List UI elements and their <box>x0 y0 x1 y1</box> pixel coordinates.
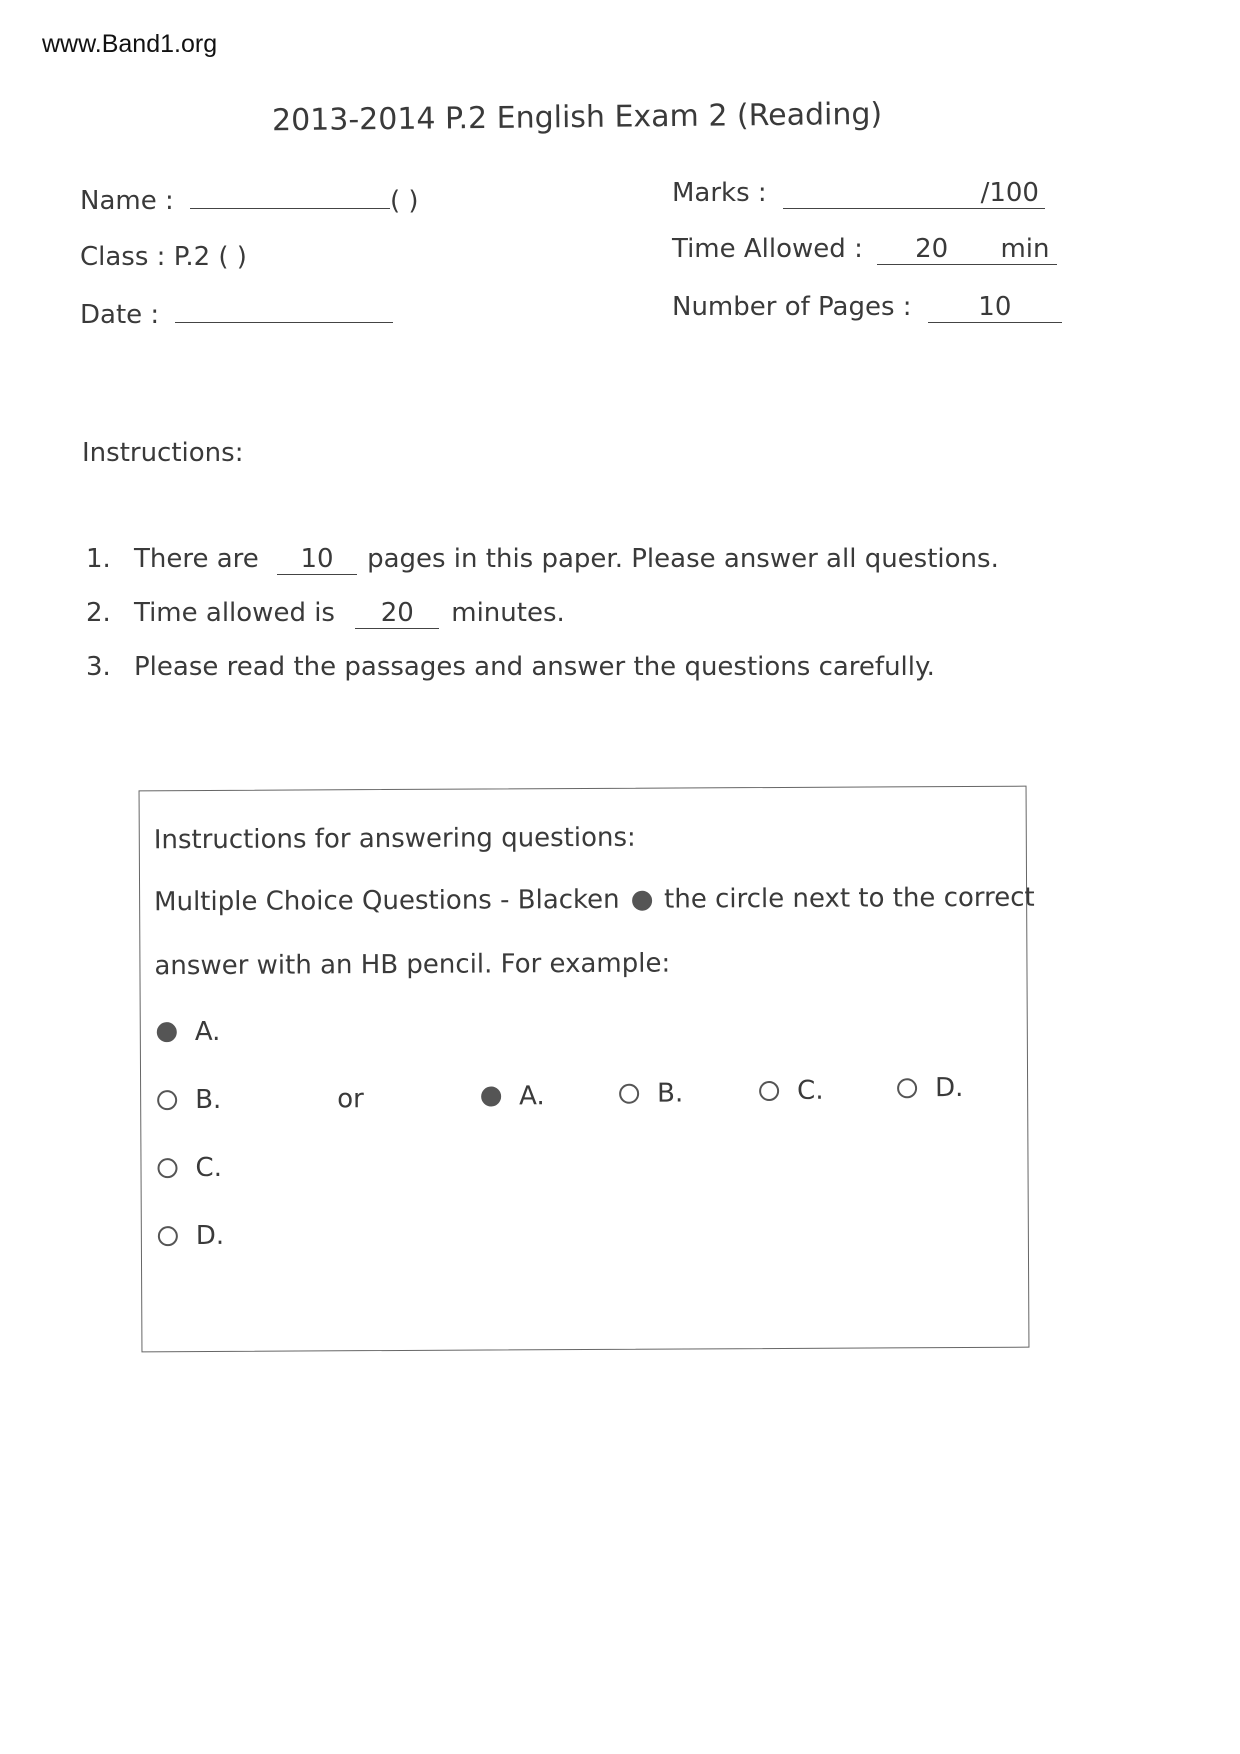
time-allowed-blank <box>877 234 1057 265</box>
option-label: D. <box>935 1073 964 1104</box>
pages-count-blank: 10 <box>277 544 357 575</box>
class-label: Class : P.2 ( ) <box>80 242 247 272</box>
pages-field <box>672 292 1062 323</box>
example-vertical-option-b <box>157 1085 221 1115</box>
instruction-item <box>86 598 565 629</box>
option-label: B. <box>195 1084 222 1116</box>
or-label: or <box>337 1084 364 1115</box>
class-number-paren: ( ) <box>390 186 419 216</box>
filled-circle-icon <box>481 1086 501 1106</box>
item-text-pre: Time allowed is <box>134 598 335 628</box>
time-allowed-value: 20 <box>915 234 949 264</box>
answer-box-line-1 <box>154 883 1035 918</box>
option-label: D. <box>195 1220 225 1252</box>
example-horizontal-option-c <box>759 1076 824 1106</box>
option-label: A. <box>519 1081 545 1112</box>
example-vertical-option-a <box>157 1017 221 1047</box>
example-horizontal-option-d <box>897 1073 963 1103</box>
instructions-heading: Instructions: <box>82 438 244 468</box>
class-field <box>80 242 247 272</box>
time-allowed-label: Time Allowed : <box>672 234 863 264</box>
time-allowed-unit: min <box>1000 234 1050 264</box>
option-label: B. <box>657 1078 684 1109</box>
marks-label: Marks : <box>672 178 767 208</box>
pages-label: Number of Pages : <box>672 292 912 322</box>
answer-box-line-2: answer with an HB pencil. For example: <box>154 948 671 982</box>
item-number: 1. <box>86 544 111 574</box>
date-field <box>80 300 393 330</box>
option-label: C. <box>195 1152 223 1184</box>
empty-circle-icon <box>897 1078 917 1098</box>
marks-field <box>672 178 1045 209</box>
example-vertical-option-c <box>157 1153 222 1183</box>
empty-circle-icon <box>157 1158 177 1178</box>
example-vertical-option-d <box>158 1221 224 1251</box>
item-number: 3. <box>86 652 111 682</box>
example-horizontal-option-b <box>619 1078 683 1108</box>
item-text-pre: There are <box>134 544 259 574</box>
empty-circle-icon <box>619 1084 639 1104</box>
item-text-post: pages in this paper. Please answer all questions. <box>367 544 999 574</box>
option-label: C. <box>797 1075 824 1106</box>
name-label: Name : <box>80 186 174 216</box>
instruction-item <box>86 652 935 682</box>
website-url: www.Band1.org <box>42 30 218 58</box>
option-label: A. <box>194 1016 221 1048</box>
empty-circle-icon <box>158 1226 178 1246</box>
exam-title: 2013-2014 P.2 English Exam 2 (Reading) <box>271 96 883 139</box>
mc-text-pre: Multiple Choice Questions - Blacken <box>154 884 620 918</box>
example-horizontal-option-a <box>481 1081 545 1111</box>
item-text-post: minutes. <box>451 598 565 628</box>
pages-value: 10 <box>928 292 1062 323</box>
answer-instructions-box <box>139 786 1035 1353</box>
minutes-blank: 20 <box>355 598 439 629</box>
time-allowed-field <box>672 234 1057 265</box>
date-blank <box>175 300 393 323</box>
name-field <box>80 186 419 216</box>
answer-box-heading: Instructions for answering questions: <box>153 822 636 856</box>
instruction-item <box>86 544 999 575</box>
date-label: Date : <box>80 300 160 330</box>
name-blank <box>190 186 390 209</box>
filled-circle-icon <box>157 1022 177 1042</box>
filled-circle-icon <box>632 890 652 910</box>
empty-circle-icon <box>157 1090 177 1110</box>
marks-value: /100 <box>783 178 1045 209</box>
empty-circle-icon <box>759 1081 779 1101</box>
item-number: 2. <box>86 598 111 628</box>
item-text: Please read the passages and answer the questions carefully. <box>134 652 935 682</box>
mc-text-post: the circle next to the correct <box>664 882 1035 915</box>
